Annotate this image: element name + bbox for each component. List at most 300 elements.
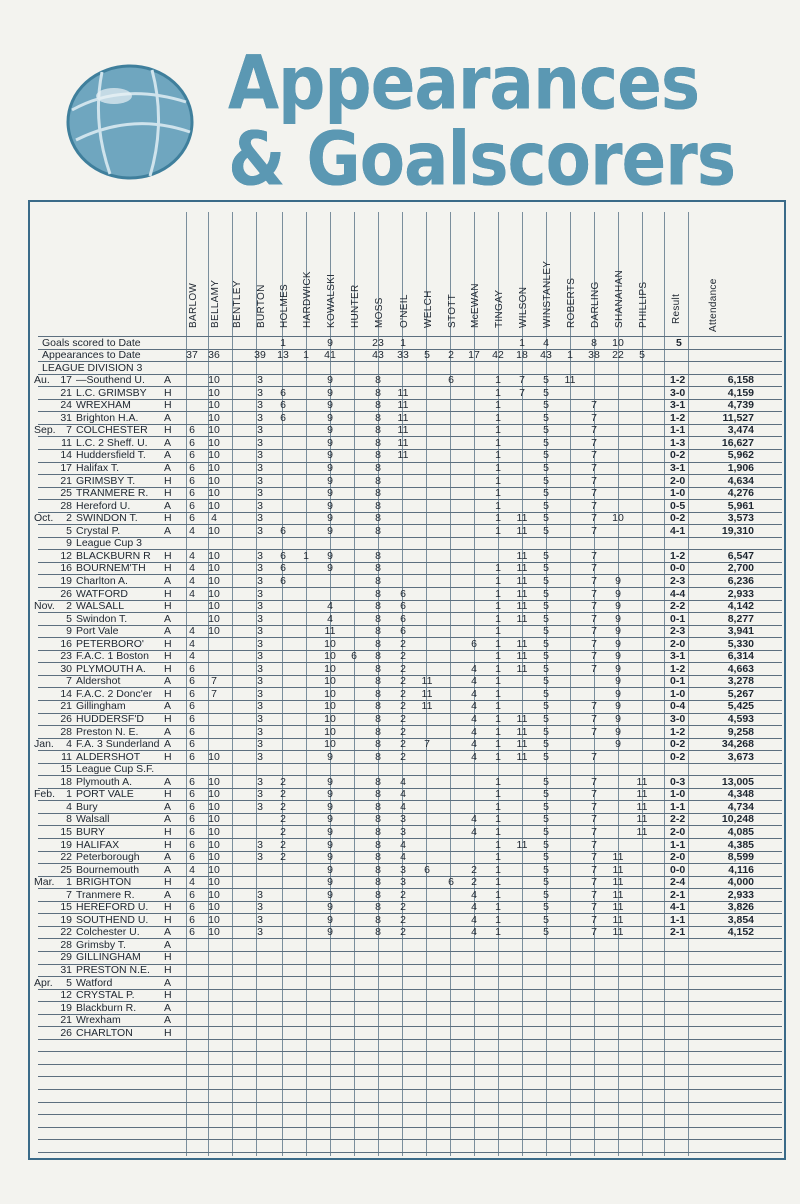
match-cell: 7	[591, 600, 597, 613]
match-cell: 8	[375, 750, 381, 763]
match-cell: 8	[375, 549, 381, 562]
match-cell: 3	[257, 700, 263, 713]
home-away: A	[164, 926, 172, 939]
match-opponent: Plymouth A.	[76, 775, 133, 788]
match-cell: 3	[257, 499, 263, 512]
match-cell: 4	[189, 650, 195, 663]
match-opponent: Walsall	[76, 813, 110, 826]
match-cell: 9	[615, 700, 621, 713]
match-cell: 7	[424, 738, 430, 751]
match-cell: 1	[495, 913, 501, 926]
match-cell: 8	[375, 449, 381, 462]
match-opponent: Crystal P.	[76, 524, 121, 537]
match-cell: 10	[208, 436, 220, 449]
match-cell: 7	[591, 499, 597, 512]
match-cell: 8	[375, 775, 381, 788]
home-away: H	[164, 474, 172, 487]
match-cell: 10	[208, 800, 220, 813]
match-cell: 2	[280, 838, 286, 851]
match-cell: 8	[375, 499, 381, 512]
match-cell: 2	[400, 926, 406, 939]
match-month: Nov.	[34, 600, 55, 613]
match-cell: 7	[591, 512, 597, 525]
match-day: 29	[60, 951, 72, 964]
match-cell: 4	[189, 587, 195, 600]
match-cell: 5	[543, 549, 549, 562]
match-cell: 4	[189, 637, 195, 650]
match-result: 0-2	[670, 449, 686, 462]
match-cell: 5	[543, 562, 549, 575]
match-cell: 9	[327, 913, 333, 926]
player-header: BELLAMY	[210, 279, 221, 328]
home-away: A	[164, 436, 172, 449]
match-cell: 6	[189, 800, 195, 813]
match-cell: 9	[327, 524, 333, 537]
match-cell: 6	[189, 725, 195, 738]
match-day: 17	[60, 374, 72, 387]
match-attendance: 5,962	[727, 449, 754, 462]
match-cell: 6	[400, 587, 406, 600]
apps-cell: 5	[424, 349, 430, 362]
match-cell: 6	[400, 625, 406, 638]
match-cell: 5	[543, 499, 549, 512]
match-result: 1-2	[670, 662, 686, 675]
match-cell: 1	[303, 549, 309, 562]
match-cell: 4	[471, 725, 477, 738]
match-cell: 9	[327, 462, 333, 474]
match-cell: 10	[208, 888, 220, 901]
match-cell: 5	[543, 687, 549, 700]
match-opponent: Charlton A.	[76, 574, 128, 587]
match-day: 26	[60, 713, 72, 725]
match-cell: 2	[400, 713, 406, 725]
match-opponent: GRIMSBY T.	[76, 474, 136, 487]
match-cell: 10	[208, 876, 220, 889]
match-cell: 8	[375, 411, 381, 424]
match-cell: 5	[543, 725, 549, 738]
match-cell: 3	[257, 600, 263, 613]
player-header: BURTON	[256, 284, 267, 328]
home-away: H	[164, 512, 172, 525]
home-away: H	[164, 750, 172, 763]
match-cell: 5	[543, 374, 549, 387]
match-cell: 1	[495, 650, 501, 663]
match-day: 9	[66, 625, 72, 638]
match-cell: 8	[375, 424, 381, 437]
match-result: 1-1	[670, 913, 686, 926]
match-cell: 6	[280, 524, 286, 537]
apps-cell: 41	[324, 349, 336, 362]
match-opponent: SOUTHEND U.	[76, 913, 149, 926]
match-cell: 11	[516, 650, 528, 663]
match-cell: 5	[543, 788, 549, 801]
match-cell: 10	[208, 462, 220, 474]
match-cell: 1	[495, 474, 501, 487]
match-cell: 1	[495, 662, 501, 675]
match-cell: 6	[189, 487, 195, 500]
home-away: H	[164, 637, 172, 650]
match-cell: 4	[400, 800, 406, 813]
apps-cell: 2	[448, 349, 454, 362]
match-cell: 7	[211, 687, 217, 700]
grid-row-line	[38, 1001, 782, 1002]
match-cell: 10	[208, 424, 220, 437]
match-opponent: PORT VALE	[76, 788, 134, 801]
match-cell: 10	[324, 675, 336, 688]
grid-row-line	[38, 537, 782, 538]
match-cell: 3	[257, 612, 263, 625]
grid-row-line	[38, 1026, 782, 1027]
player-header: WILSON	[518, 286, 529, 328]
match-cell: 7	[591, 913, 597, 926]
match-cell: 4	[189, 524, 195, 537]
match-cell: 11	[612, 926, 624, 939]
goals-cell: 9	[327, 336, 333, 349]
match-cell: 4	[400, 838, 406, 851]
home-away: H	[164, 662, 172, 675]
match-month: Jan.	[34, 738, 54, 751]
match-cell: 11	[397, 399, 409, 412]
match-cell: 11	[516, 512, 528, 525]
player-header: STOTT	[447, 293, 458, 328]
grid-row-line	[38, 989, 782, 990]
match-opponent: COLCHESTER	[76, 424, 148, 437]
match-cell: 2	[400, 725, 406, 738]
match-cell: 6	[189, 813, 195, 826]
match-cell: 7	[591, 926, 597, 939]
match-cell: 7	[591, 888, 597, 901]
match-day: 26	[60, 587, 72, 600]
home-away: A	[164, 574, 172, 587]
match-cell: 4	[471, 926, 477, 939]
attendance-header: Attendance	[708, 278, 719, 332]
match-cell: 7	[591, 650, 597, 663]
match-cell: 10	[208, 926, 220, 939]
match-cell: 6	[189, 926, 195, 939]
match-day: 21	[60, 700, 72, 713]
match-cell: 11	[516, 562, 528, 575]
match-attendance: 4,159	[727, 386, 754, 399]
home-away: A	[164, 449, 172, 462]
match-cell: 8	[375, 738, 381, 751]
match-cell: 6	[189, 713, 195, 725]
match-cell: 7	[591, 399, 597, 412]
match-cell: 3	[257, 512, 263, 525]
grid-row-line	[38, 1076, 782, 1077]
match-cell: 5	[543, 901, 549, 914]
match-cell: 3	[257, 713, 263, 725]
apps-cell: 43	[540, 349, 552, 362]
match-cell: 2	[400, 687, 406, 700]
match-cell: 7	[591, 851, 597, 864]
match-cell: 11	[612, 888, 624, 901]
match-cell: 7	[211, 675, 217, 688]
apps-cell: 38	[588, 349, 600, 362]
match-cell: 9	[615, 713, 621, 725]
match-cell: 8	[375, 399, 381, 412]
match-day: 1	[66, 876, 72, 889]
home-away: A	[164, 499, 172, 512]
match-cell: 5	[543, 574, 549, 587]
match-cell: 9	[615, 687, 621, 700]
match-cell: 4	[471, 713, 477, 725]
match-cell: 1	[495, 462, 501, 474]
match-cell: 9	[327, 374, 333, 387]
match-day: 31	[60, 964, 72, 976]
match-cell: 4	[471, 700, 477, 713]
home-away: A	[164, 462, 172, 474]
match-cell: 5	[543, 750, 549, 763]
match-day: 7	[66, 424, 72, 437]
match-attendance: 34,268	[721, 738, 754, 751]
match-cell: 6	[400, 612, 406, 625]
match-cell: 8	[375, 600, 381, 613]
match-cell: 4	[471, 901, 477, 914]
match-cell: 6	[280, 386, 286, 399]
match-cell: 8	[375, 650, 381, 663]
match-result: 0-1	[670, 675, 686, 688]
match-cell: 3	[257, 424, 263, 437]
match-cell: 9	[327, 549, 333, 562]
grid-row-line	[38, 1127, 782, 1128]
match-cell: 9	[615, 587, 621, 600]
match-day: 12	[60, 549, 72, 562]
match-cell: 10	[324, 700, 336, 713]
apps-cell: 18	[516, 349, 528, 362]
match-cell: 11	[636, 800, 648, 813]
match-cell: 10	[208, 411, 220, 424]
match-attendance: 4,152	[727, 926, 754, 939]
match-day: 11	[61, 750, 72, 763]
match-cell: 1	[495, 399, 501, 412]
home-away: H	[164, 650, 172, 663]
match-cell: 10	[324, 713, 336, 725]
match-cell: 3	[400, 825, 406, 838]
match-cell: 6	[280, 399, 286, 412]
match-opponent: Huddersfield T.	[76, 449, 146, 462]
match-day: 2	[66, 600, 72, 613]
home-away: H	[164, 1026, 172, 1039]
match-cell: 8	[375, 888, 381, 901]
match-cell: 11	[397, 386, 409, 399]
match-attendance: 10,248	[721, 813, 754, 826]
match-cell: 6	[351, 650, 357, 663]
match-opponent: Halifax T.	[76, 462, 119, 474]
match-cell: 11	[421, 687, 433, 700]
match-opponent: HALIFAX	[76, 838, 120, 851]
match-cell: 9	[327, 825, 333, 838]
apps-cell: 13	[277, 349, 289, 362]
home-away: H	[164, 549, 172, 562]
match-day: 19	[60, 838, 72, 851]
match-attendance: 4,142	[727, 600, 754, 613]
match-attendance: 5,961	[727, 499, 754, 512]
match-cell: 6	[189, 662, 195, 675]
match-cell: 6	[189, 901, 195, 914]
match-day: 15	[60, 901, 72, 914]
match-attendance: 3,941	[727, 625, 754, 638]
home-away: A	[164, 813, 172, 826]
match-attendance: 3,673	[727, 750, 754, 763]
match-cell: 4	[211, 512, 217, 525]
match-cell: 1	[495, 926, 501, 939]
match-cell: 4	[400, 851, 406, 864]
match-cell: 8	[375, 825, 381, 838]
match-cell: 7	[591, 725, 597, 738]
match-cell: 3	[257, 386, 263, 399]
match-cell: 3	[257, 800, 263, 813]
match-cell: 2	[280, 813, 286, 826]
match-cell: 4	[189, 625, 195, 638]
match-cell: 11	[421, 700, 433, 713]
match-result: 3-1	[670, 650, 686, 663]
match-cell: 1	[495, 750, 501, 763]
match-cell: 3	[257, 888, 263, 901]
match-result: 4-1	[670, 901, 686, 914]
match-cell: 5	[543, 913, 549, 926]
match-cell: 8	[375, 926, 381, 939]
match-cell: 8	[375, 574, 381, 587]
match-attendance: 2,933	[727, 888, 754, 901]
match-cell: 9	[327, 436, 333, 449]
match-cell: 8	[375, 625, 381, 638]
match-cell: 5	[543, 462, 549, 474]
match-cell: 5	[543, 876, 549, 889]
match-cell: 8	[375, 512, 381, 525]
match-cell: 9	[615, 725, 621, 738]
match-cell: 1	[495, 825, 501, 838]
player-header: HOLMES	[279, 283, 290, 328]
match-result: 2-3	[670, 625, 686, 638]
match-cell: 3	[257, 549, 263, 562]
goals-cell: 1	[280, 336, 286, 349]
match-day: 25	[60, 863, 72, 876]
match-cell: 6	[448, 374, 454, 387]
match-attendance: 3,474	[727, 424, 754, 437]
match-cell: 3	[257, 851, 263, 864]
match-attendance: 6,547	[727, 549, 754, 562]
match-cell: 11	[612, 851, 624, 864]
match-day: 5	[66, 612, 72, 625]
match-cell: 7	[591, 474, 597, 487]
home-away: A	[164, 625, 172, 638]
match-cell: 5	[543, 888, 549, 901]
match-cell: 10	[208, 487, 220, 500]
player-header: BARLOW	[188, 282, 199, 328]
football-icon	[62, 62, 202, 182]
match-result: 2-0	[670, 474, 686, 487]
home-away: H	[164, 713, 172, 725]
match-cell: 10	[324, 637, 336, 650]
apps-cell: 36	[208, 349, 220, 362]
match-cell: 11	[636, 813, 648, 826]
match-cell: 4	[471, 813, 477, 826]
match-cell: 4	[400, 788, 406, 801]
match-opponent: TRANMERE R.	[76, 487, 149, 500]
match-cell: 8	[375, 587, 381, 600]
match-cell: 3	[257, 662, 263, 675]
match-cell: 4	[471, 825, 477, 838]
match-opponent: WATFORD	[76, 587, 128, 600]
player-header: MOSS	[374, 297, 385, 328]
match-day: 23	[60, 650, 72, 663]
match-opponent: PETERBORO'	[76, 637, 144, 650]
match-cell: 9	[327, 449, 333, 462]
match-result: 2-2	[670, 813, 686, 826]
match-cell: 2	[400, 662, 406, 675]
match-cell: 3	[257, 625, 263, 638]
match-result: 0-5	[670, 499, 686, 512]
home-away: H	[164, 964, 172, 976]
match-cell: 6	[400, 600, 406, 613]
match-opponent: WALSALL	[76, 600, 125, 613]
match-cell: 11	[612, 863, 624, 876]
match-cell: 7	[591, 901, 597, 914]
apps-cell: 1	[303, 349, 309, 362]
match-day: 15	[60, 763, 72, 776]
match-cell: 3	[257, 738, 263, 751]
grid-row-line	[38, 1039, 782, 1040]
match-cell: 9	[327, 800, 333, 813]
match-result: 0-2	[670, 738, 686, 751]
match-cell: 1	[495, 813, 501, 826]
match-cell: 6	[424, 863, 430, 876]
match-cell: 6	[189, 424, 195, 437]
match-cell: 5	[543, 424, 549, 437]
match-cell: 10	[612, 512, 624, 525]
match-cell: 5	[543, 625, 549, 638]
match-cell: 5	[543, 675, 549, 688]
match-cell: 8	[375, 386, 381, 399]
match-attendance: 4,385	[727, 838, 754, 851]
home-away: A	[164, 1001, 172, 1014]
match-cell: 6	[189, 462, 195, 474]
match-cell: 10	[208, 449, 220, 462]
match-cell: 8	[375, 637, 381, 650]
grid-row-line	[38, 1114, 782, 1115]
match-cell: 4	[471, 687, 477, 700]
goals-cell: 1	[400, 336, 406, 349]
grid-row-line	[38, 1051, 782, 1052]
match-day: 15	[60, 825, 72, 838]
home-away: A	[164, 738, 172, 751]
home-away: H	[164, 876, 172, 889]
home-away: A	[164, 725, 172, 738]
match-cell: 9	[327, 901, 333, 914]
match-cell: 5	[543, 436, 549, 449]
player-header: ROBERTS	[566, 277, 577, 328]
match-cell: 1	[495, 675, 501, 688]
match-cell: 2	[471, 876, 477, 889]
match-cell: 7	[591, 587, 597, 600]
match-result: 0-4	[670, 700, 686, 713]
match-result: 4-1	[670, 524, 686, 537]
match-cell: 10	[208, 825, 220, 838]
match-cell: 7	[519, 374, 525, 387]
match-cell: 7	[591, 524, 597, 537]
match-attendance: 8,277	[727, 612, 754, 625]
match-cell: 9	[615, 675, 621, 688]
match-cell: 8	[375, 562, 381, 575]
match-day: 12	[60, 989, 72, 1002]
match-attendance: 4,734	[727, 800, 754, 813]
match-attendance: 4,739	[727, 399, 754, 412]
match-day: 28	[60, 725, 72, 738]
match-cell: 1	[495, 612, 501, 625]
match-cell: 8	[375, 725, 381, 738]
match-cell: 6	[189, 474, 195, 487]
match-cell: 2	[280, 800, 286, 813]
